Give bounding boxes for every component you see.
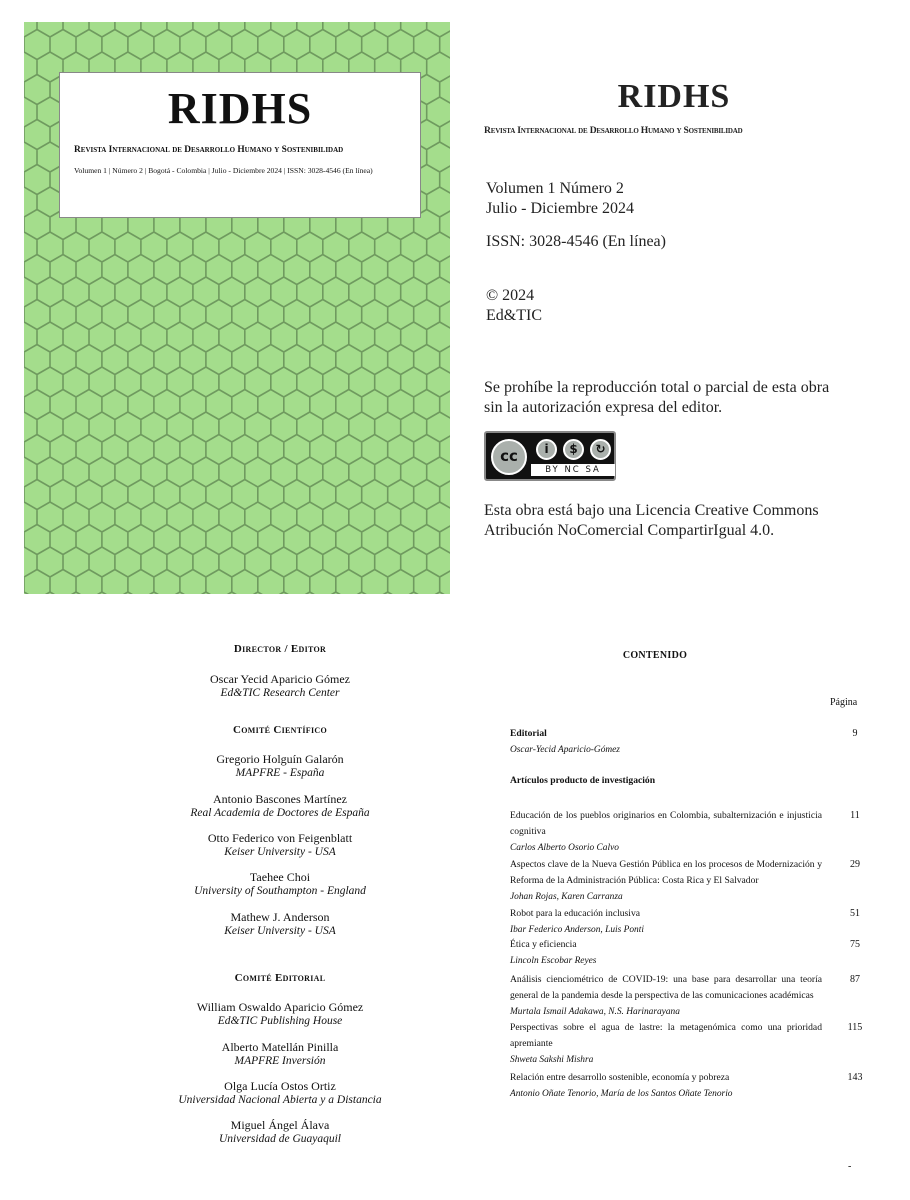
toc-entry-author: Oscar-Yecid Aparicio-Gómez — [510, 745, 620, 755]
member-affiliation: Ed&TIC Publishing House — [217, 1015, 343, 1027]
toc-entry[interactable] — [510, 1020, 863, 1068]
contents-heading: CONTENIDO — [622, 650, 688, 661]
committee-member — [100, 792, 460, 820]
toc-entry-title: Relación entre desarrollo sostenible, economía y pobreza — [510, 1072, 730, 1083]
member-name: Antonio Bascones Martínez — [213, 792, 347, 806]
sharealike-icon: ↻ — [590, 439, 611, 460]
member-affiliation: Keiser University - USA — [224, 925, 336, 937]
publisher-name: Ed&TIC — [486, 307, 542, 324]
toc-entry-author: Ibar Federico Anderson, Luis Ponti — [510, 925, 644, 935]
toc-entry-page: 9 — [852, 728, 858, 739]
toc-entry-title: Robot para la educación inclusiva — [510, 908, 641, 919]
license-line: Esta obra está bajo una Licencia Creative Commons — [484, 502, 819, 519]
reproduction-notice — [484, 378, 829, 418]
member-affiliation: Ed&TIC Research Center — [220, 687, 340, 699]
member-affiliation: Universidad de Guayaquil — [218, 1133, 341, 1145]
member-affiliation: Keiser University - USA — [224, 846, 336, 858]
page-column-label: Página — [830, 697, 858, 708]
toc-entry-author: Carlos Alberto Osorio Calvo — [510, 843, 619, 853]
committee-member — [100, 1079, 460, 1107]
creative-commons-badge — [484, 431, 616, 481]
copyright-block — [486, 286, 542, 326]
issue-period: Julio - Diciembre 2024 — [486, 200, 634, 217]
committee-member — [100, 870, 460, 898]
page-footer-mark: - — [848, 1161, 852, 1172]
toc-entry-author: Lincoln Escobar Reyes — [510, 956, 597, 966]
toc-entry-page: 87 — [850, 974, 860, 985]
member-affiliation: Universidad Nacional Abierta y a Distancia — [178, 1094, 382, 1106]
editorial-committee-heading: Comité Editorial — [234, 972, 326, 984]
cover-subtitle: Revista Internacional de Desarrollo Humano y Sostenibilidad — [74, 145, 344, 155]
toc-entry[interactable] — [510, 1070, 863, 1102]
member-affiliation: Real Academia de Doctores de España — [190, 807, 370, 819]
cc-license-labels: BY NC SA — [531, 464, 615, 476]
toc-entry[interactable] — [510, 808, 860, 856]
cover-title-box — [59, 72, 421, 218]
toc-entry-title: Editorial — [510, 728, 547, 739]
volume-block — [486, 179, 634, 219]
committee-member — [100, 1040, 460, 1068]
member-name: Mathew J. Anderson — [230, 910, 330, 924]
committee-member — [100, 831, 460, 859]
toc-entry[interactable] — [510, 972, 860, 1020]
member-name: Gregorio Holguín Galarón — [216, 752, 344, 766]
journal-subtitle: Revista Internacional de Desarrollo Humano y Sostenibilidad — [484, 125, 743, 136]
license-statement — [484, 501, 819, 541]
journal-cover — [24, 22, 450, 594]
noncommercial-icon: $ — [563, 439, 584, 460]
toc-entry-author: Shweta Sakshi Mishra — [510, 1055, 594, 1065]
license-line: Atribución NoComercial CompartirIgual 4.0. — [484, 522, 775, 539]
notice-line: Se prohíbe la reproducción total o parcial de esta obra — [484, 379, 830, 396]
director-entry — [100, 672, 460, 700]
toc-entry-page: 11 — [850, 810, 860, 821]
toc-entry-page: 143 — [847, 1072, 863, 1083]
section-heading: Artículos producto de investigación — [510, 775, 656, 786]
toc-entry-author: Johan Rojas, Karen Carranza — [510, 892, 623, 902]
member-affiliation: MAPFRE Inversión — [234, 1055, 326, 1067]
toc-entry-page: 75 — [850, 939, 860, 950]
toc-entry-title: Perspectivas sobre el agua de lastre: la metagenómica como una prioridad apremiante — [510, 1022, 822, 1049]
member-name: Otto Federico von Feigenblatt — [207, 831, 353, 845]
attribution-icon: i — [536, 439, 557, 460]
toc-entry-author: Murtala Ismail Adakawa, N.S. Harinarayana — [510, 1007, 680, 1017]
member-name: Alberto Matellán Pinilla — [221, 1040, 339, 1054]
member-name: Olga Lucía Ostos Ortiz — [224, 1079, 336, 1093]
cc-icon: cc — [491, 439, 527, 475]
toc-entry-title: Ética y eficiencia — [510, 939, 577, 950]
member-name: Oscar Yecid Aparicio Gómez — [210, 672, 350, 686]
member-affiliation: University of Southampton - England — [194, 885, 366, 897]
committee-member — [100, 1000, 460, 1028]
cover-issue-info: Volumen 1 | Número 2 | Bogotá - Colombia | Julio - Diciembre 2024 | ISSN: 3028-4546 (En línea) — [74, 166, 373, 175]
notice-line: sin la autorización expresa del editor. — [484, 399, 723, 416]
toc-entry-page: 115 — [847, 1022, 863, 1033]
toc-entry[interactable] — [510, 937, 860, 969]
volume-number: Volumen 1 Número 2 — [486, 180, 624, 197]
committee-member — [100, 1118, 460, 1146]
toc-entry-title: Aspectos clave de la Nueva Gestión Pública en los procesos de Modernización y Reforma de la Administración Pública: Costa Rica y El Salvador — [510, 859, 822, 886]
member-affiliation: MAPFRE - España — [235, 767, 325, 779]
toc-entry[interactable] — [510, 906, 860, 938]
member-name: Miguel Ángel Álava — [230, 1118, 330, 1132]
copyright-year: © 2024 — [486, 287, 535, 304]
committee-member — [100, 752, 460, 780]
toc-entry-editorial[interactable] — [510, 726, 858, 758]
toc-entry-author: Antonio Oñate Tenorio, María de los Santos Oñate Tenorio — [510, 1089, 733, 1099]
journal-title: RIDHS — [617, 78, 731, 115]
member-name: William Oswaldo Aparicio Gómez — [196, 1000, 364, 1014]
cover-title: RIDHS — [167, 84, 313, 133]
scientific-committee-heading: Comité Científico — [233, 724, 327, 736]
toc-entry-title: Educación de los pueblos originarios en Colombia, subalternización e injusticia cognitiva — [510, 810, 822, 837]
director-heading: Director / Editor — [233, 643, 327, 655]
toc-entry-title: Análisis cienciométrico de COVID-19: una base para desarrollar una teoría general de la pandemia desde la perspectiva de las comunicaciones académicas — [510, 974, 822, 1001]
committee-member — [100, 910, 460, 938]
toc-entry-page: 29 — [850, 859, 860, 870]
issn: ISSN: 3028-4546 (En línea) — [486, 233, 666, 250]
toc-entry[interactable] — [510, 857, 860, 905]
member-name: Taehee Choi — [249, 870, 311, 884]
toc-entry-page: 51 — [850, 908, 860, 919]
